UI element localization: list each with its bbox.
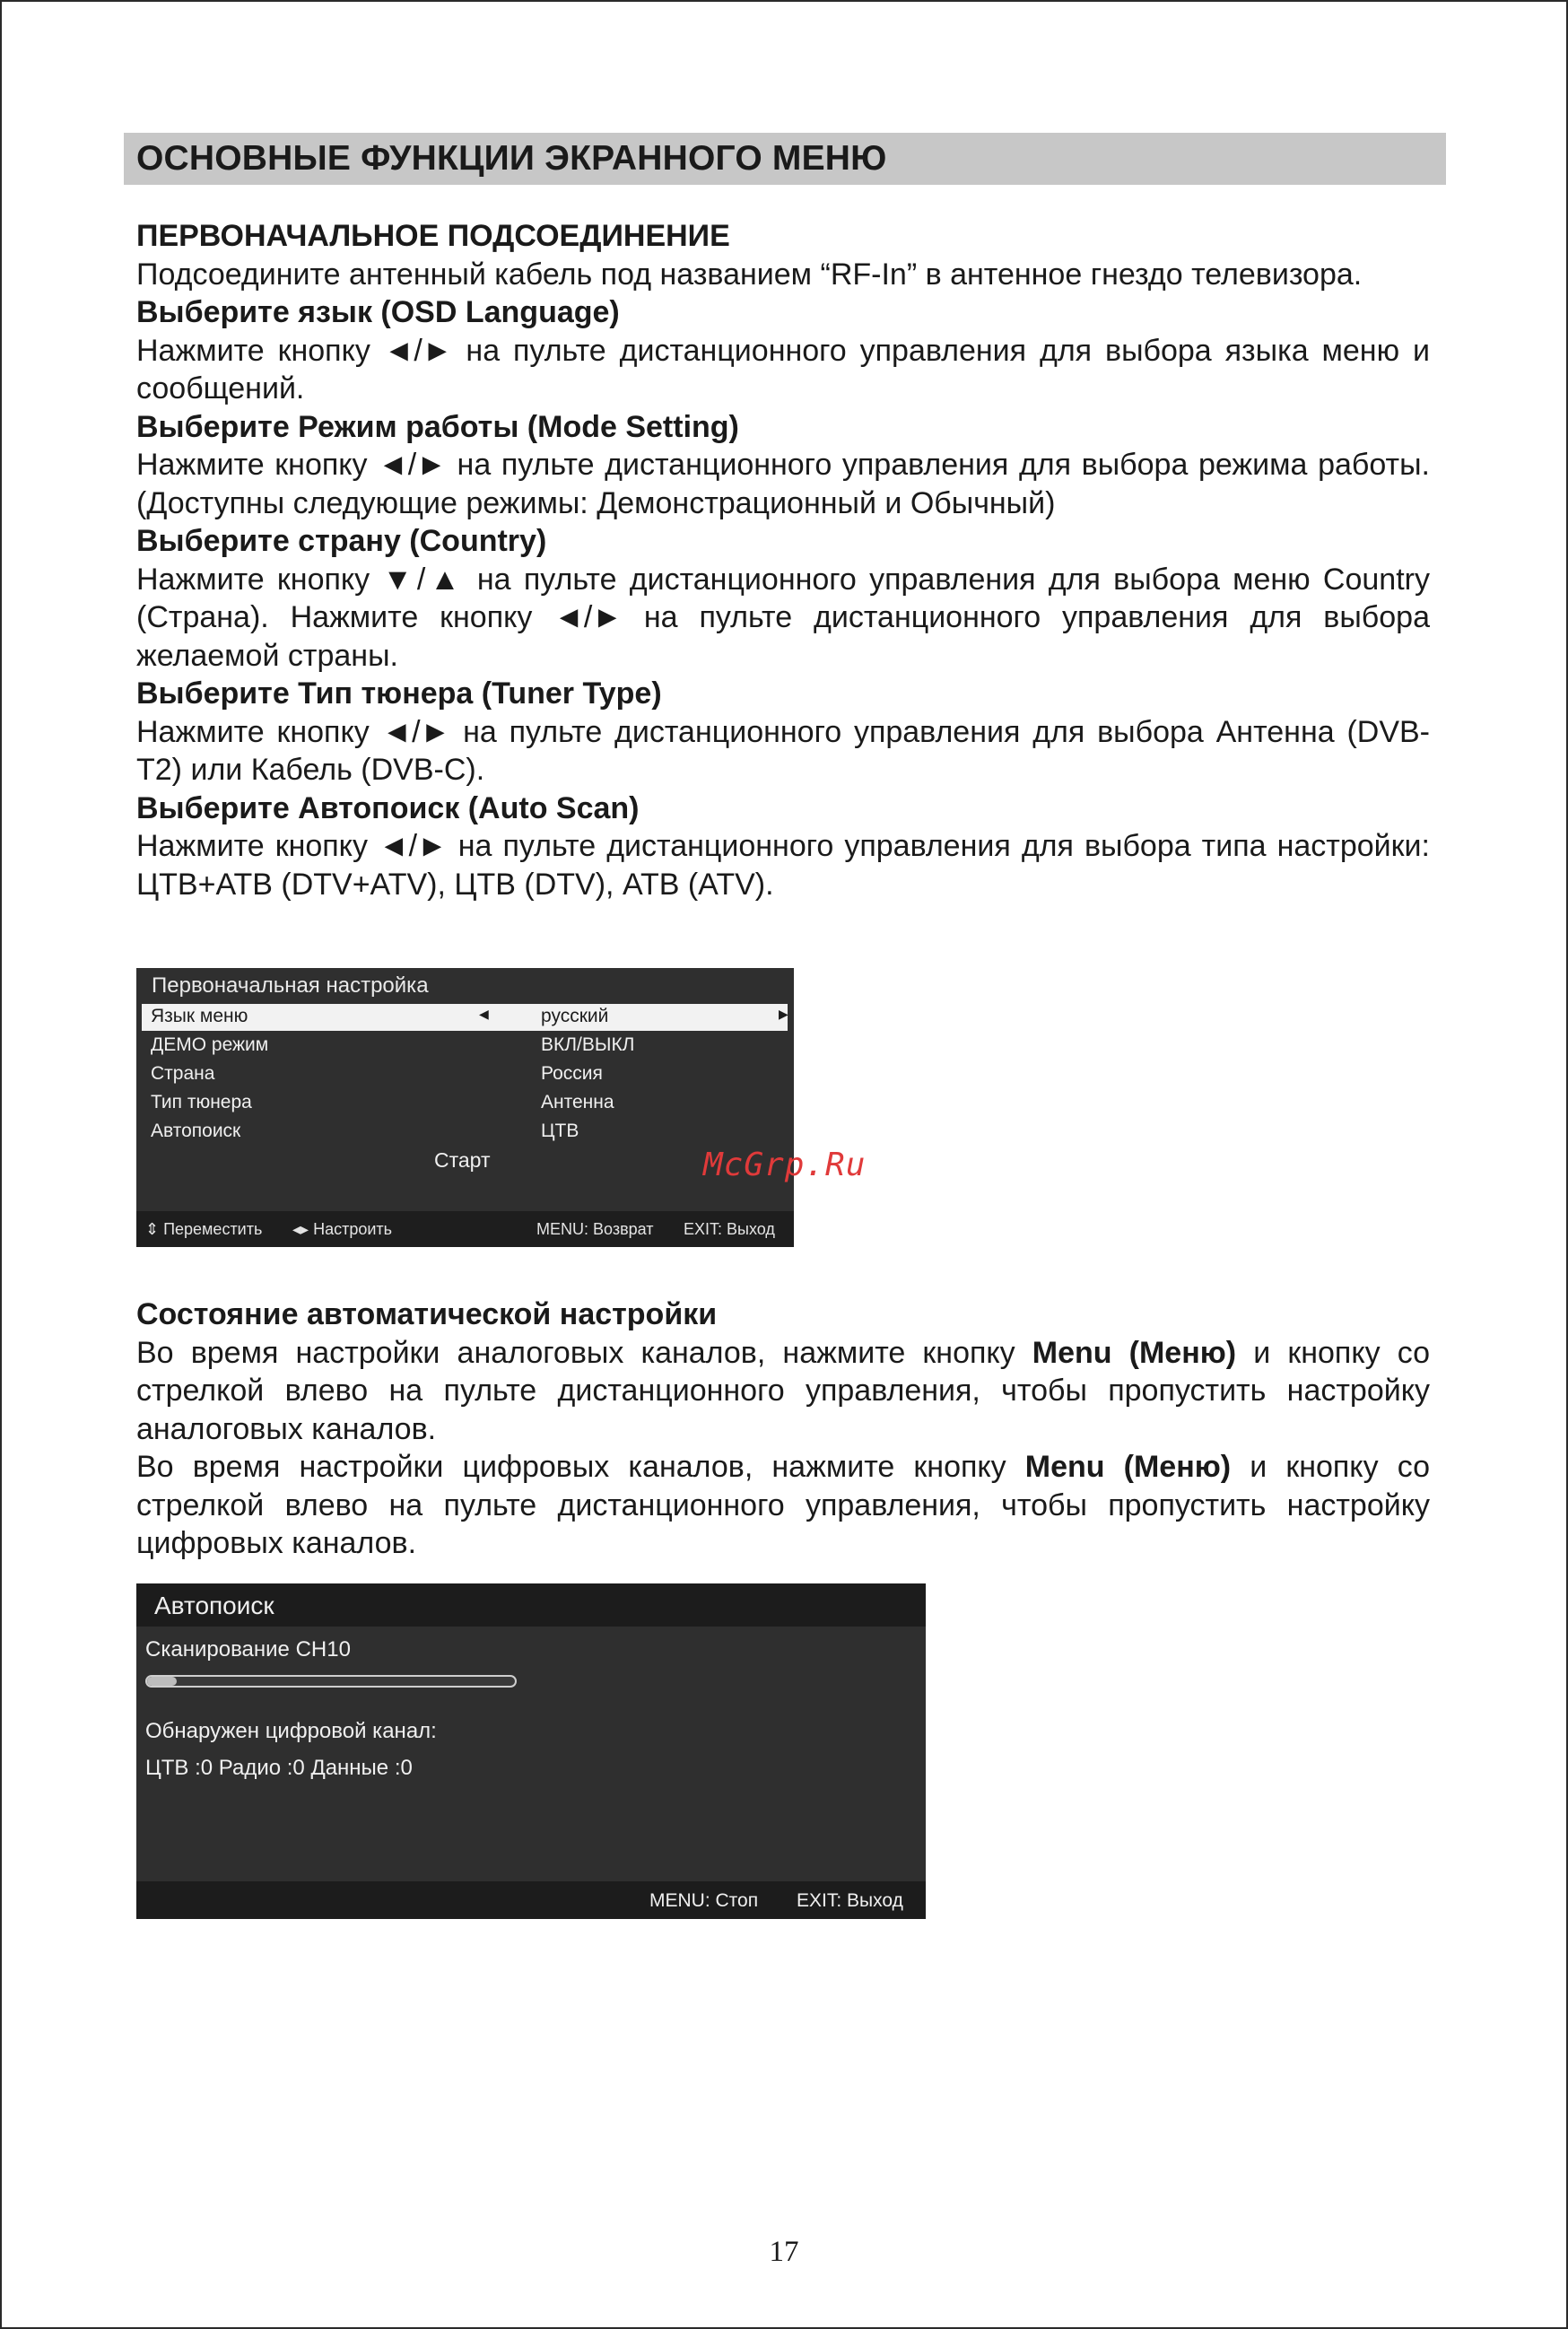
osd-row-value: русский (541, 1006, 609, 1026)
step-heading-autoscan: Выберите Автопоиск (Auto Scan) (136, 790, 640, 825)
osd-row-label: Язык меню (151, 1006, 248, 1026)
osd-row-label: Тип тюнера (151, 1092, 252, 1112)
auto-status-block (136, 1295, 1430, 1563)
osd-auto-scan-screen (136, 1583, 926, 1919)
footer-menu-stop-hint: MENU: Стоп (649, 1890, 759, 1911)
osd-row-country[interactable] (142, 1061, 788, 1088)
osd-channel-counts: ЦТВ :0 Радио :0 Данные :0 (145, 1756, 413, 1780)
step-text-mode: Нажмите кнопку ◄/► на пульте дистанционного управления для выбора режима работы. (Доступны следующие режимы: Демонстрационный и Обычный) (136, 448, 1430, 520)
footer-adjust-hint: ◂▸ Настроить (292, 1220, 393, 1238)
intro-text: Подсоедините антенный кабель под названием “RF-In” в антенное гнездо телевизора. (136, 257, 1363, 292)
instructions-block (136, 217, 1430, 903)
osd-row-value: Россия (541, 1063, 603, 1084)
osd-row-label: Страна (151, 1063, 215, 1084)
step-heading-mode: Выберите Режим работы (Mode Setting) (136, 409, 739, 444)
osd-scan-status: Сканирование CH10 (145, 1637, 351, 1662)
osd-start-button[interactable]: Старт (434, 1148, 491, 1172)
intro-heading: ПЕРВОНАЧАЛЬНОЕ ПОДСОЕДИНЕНИЕ (136, 219, 730, 253)
osd-row-label: Автопоиск (151, 1121, 241, 1141)
osd-row-auto-scan[interactable] (142, 1119, 788, 1146)
osd-row-value: ЦТВ (541, 1121, 579, 1141)
osd-found-label: Обнаружен цифровой канал: (145, 1719, 437, 1743)
osd-setup-footer (136, 1211, 794, 1247)
watermark: McGrp.Ru (703, 1147, 867, 1183)
osd-setup-title: Первоначальная настройка (152, 973, 429, 998)
footer-exit-hint: EXIT: Выход (797, 1890, 903, 1911)
arrow-left-icon: ◀ (479, 1007, 489, 1021)
osd-row-menu-language[interactable] (142, 1004, 788, 1031)
osd-row-value: ВКЛ/ВЫКЛ (541, 1034, 635, 1055)
scan-progress-bar (145, 1675, 517, 1688)
step-text-autoscan: Нажмите кнопку ◄/► на пульте дистанционного управления для выбора типа настройки: ЦТВ+АТВ (DTV+ATV), ЦТВ (DTV), АТВ (ATV). (136, 829, 1430, 902)
footer-exit-hint: EXIT: Выход (684, 1220, 775, 1238)
step-heading-country: Выберите страну (Country) (136, 524, 547, 558)
auto-status-heading: Состояние автоматической настройки (136, 1297, 718, 1331)
step-heading-tuner: Выберите Тип тюнера (Tuner Type) (136, 676, 662, 711)
osd-initial-setup-screen (136, 968, 794, 1247)
osd-scan-footer (136, 1881, 926, 1919)
auto-status-para-analog: Во время настройки аналоговых каналов, нажмите кнопку Menu (Меню) и кнопку со стрелкой влево на пульте дистанционного управления, чтобы пропустить настройку аналоговых каналов. (136, 1335, 1430, 1446)
step-text-country: Нажмите кнопку ▼/▲ на пульте дистанционного управления для выбора меню Country (Страна). Нажмите кнопку ◄/► на пульте дистанционного управления для выбора желаемой страны. (136, 562, 1430, 673)
page-number: 17 (769, 2236, 799, 2268)
arrow-right-icon: ▶ (779, 1007, 788, 1021)
auto-status-para-digital: Во время настройки цифровых каналов, нажмите кнопку Menu (Меню) и кнопку со стрелкой влево на пульте дистанционного управления, чтобы пропустить настройку цифровых каналов. (136, 1450, 1430, 1560)
footer-menu-hint: MENU: Возврат (536, 1220, 654, 1238)
footer-move-hint: ⇕ Переместить (145, 1220, 263, 1238)
step-text-tuner: Нажмите кнопку ◄/► на пульте дистанционного управления для выбора Антенна (DVB-T2) или Кабель (DVB-C). (136, 714, 1430, 787)
step-text-language: Нажмите кнопку ◄/► на пульте дистанционного управления для выбора языка меню и сообщений. (136, 333, 1430, 406)
section-header (124, 133, 1446, 185)
step-heading-language: Выберите язык (OSD Language) (136, 295, 620, 329)
scan-progress-fill (147, 1677, 177, 1686)
osd-scan-title: Автопоиск (154, 1592, 274, 1619)
osd-row-value: Антенна (541, 1092, 614, 1112)
osd-scan-titlebar (136, 1583, 926, 1627)
section-title: ОСНОВНЫЕ ФУНКЦИИ ЭКРАННОГО МЕНЮ (136, 139, 887, 178)
osd-row-label: ДЕМО режим (151, 1034, 269, 1055)
osd-row-demo-mode[interactable] (142, 1033, 788, 1060)
osd-row-tuner-type[interactable] (142, 1090, 788, 1117)
